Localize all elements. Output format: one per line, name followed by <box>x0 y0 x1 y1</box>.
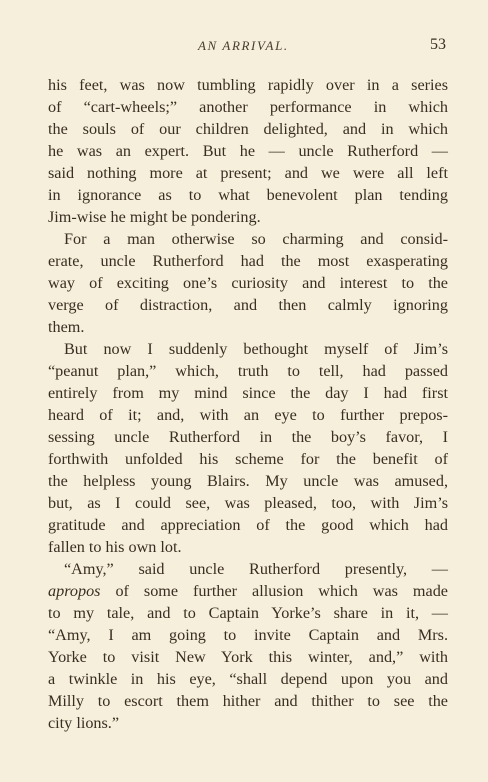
text-line: his feet, was now tumbling rapidly over in a series <box>48 76 448 94</box>
text-line: fallen to his own lot. <box>48 538 182 556</box>
text-line: verge of distraction, and then calmly ignoring <box>48 296 448 314</box>
text-line: city lions.” <box>48 714 120 732</box>
text-line: he was an expert. But he — uncle Rutherford — <box>48 142 448 160</box>
running-title: AN ARRIVAL. <box>198 38 289 53</box>
text-line-rest: of some further allusion which was made <box>115 582 448 600</box>
text-line: said nothing more at present; and we were all left <box>48 164 448 182</box>
text-line: to my tale, and to Captain Yorke’s share in it, — <box>48 604 448 622</box>
text-line: heard of it; and, with an eye to further prepos- <box>48 406 448 424</box>
text-line: But now I suddenly bethought myself of Jim’s <box>64 340 448 358</box>
text-line: but, as I could see, was pleased, too, with Jim’s <box>48 494 448 512</box>
text-line: way of exciting one’s curiosity and interest to the <box>48 274 448 292</box>
running-head <box>0 36 488 56</box>
text-line: For a man otherwise so charming and consid- <box>64 230 448 248</box>
text-line: erate, uncle Rutherford had the most exasperating <box>48 252 448 270</box>
text-line: entirely from my mind since the day I had first <box>48 384 448 402</box>
text-line: forthwith unfolded his scheme for the benefit of <box>48 450 448 468</box>
text-line: “peanut plan,” which, truth to tell, had passed <box>48 362 448 380</box>
text-line: “Amy,” said uncle Rutherford presently, — <box>64 560 448 578</box>
text-line: “Amy, I am going to invite Captain and Mrs. <box>48 626 448 644</box>
text-line: of “cart-wheels;” another performance in which <box>48 98 448 116</box>
text-line-apropos <box>48 580 448 602</box>
page-number: 53 <box>430 36 446 53</box>
text-line: in ignorance as to what benevolent plan tending <box>48 186 448 204</box>
text-line: a twinkle in his eye, “shall depend upon you and <box>48 670 448 688</box>
text-line: them. <box>48 318 85 336</box>
italic-word: apropos <box>48 582 101 600</box>
text-line: Jim-wise he might be pondering. <box>48 208 261 226</box>
body-text <box>48 74 448 734</box>
text-line: Milly to escort them hither and thither to see the <box>48 692 448 710</box>
text-line: sessing uncle Rutherford in the boy’s favor, I <box>48 428 448 446</box>
text-line: Yorke to visit New York this winter, and,” with <box>48 648 448 666</box>
text-line: the souls of our children delighted, and in which <box>48 120 448 138</box>
text-line: gratitude and appreciation of the good which had <box>48 516 448 534</box>
text-line: the helpless young Blairs. My uncle was amused, <box>48 472 448 490</box>
